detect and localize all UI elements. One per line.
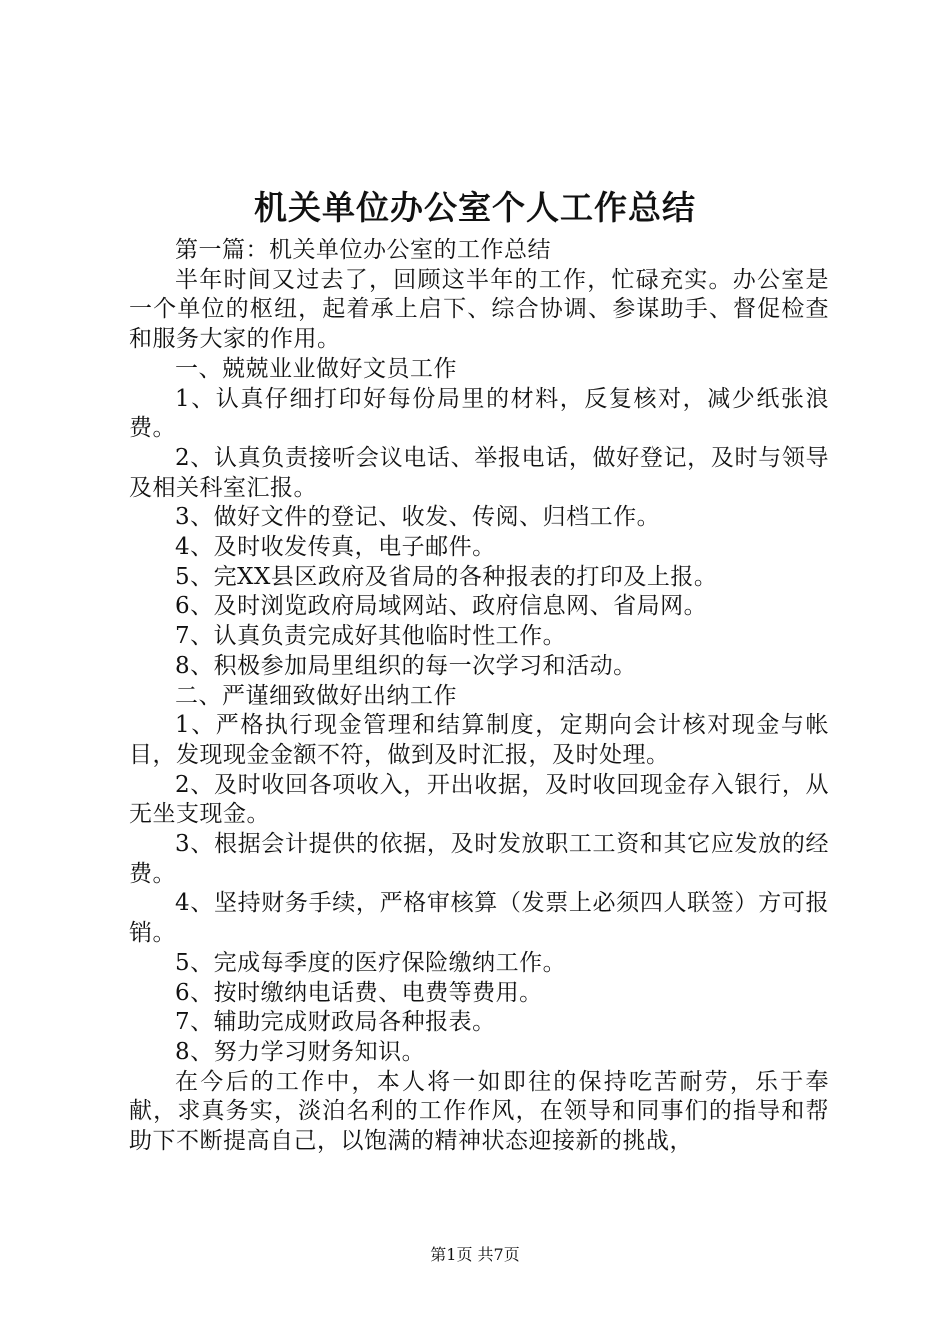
list-item: 6、及时浏览政府局域网站、政府信息网、省局网。 xyxy=(175,593,708,620)
list-item: 1、认真仔细打印好每份局里的材料，反复核对，减少纸张浪费。 xyxy=(129,385,829,442)
document-body xyxy=(129,236,829,1157)
list-item: 6、按时缴纳电话费、电费等费用。 xyxy=(175,979,543,1006)
list-item: 7、辅助完成财政局各种报表。 xyxy=(175,1009,496,1036)
list-item: 3、做好文件的登记、收发、传阅、归档工作。 xyxy=(175,504,661,531)
list-item: 8、努力学习财务知识。 xyxy=(175,1038,426,1065)
list-item: 7、认真负责完成好其他临时性工作。 xyxy=(175,623,567,650)
list-item: 5、完成每季度的医疗保险缴纳工作。 xyxy=(175,949,567,976)
list-item: 3、根据会计提供的依据，及时发放职工工资和其它应发放的经费。 xyxy=(129,831,829,887)
list-item: 2、认真负责接听会议电话、举报电话，做好登记，及时与领导及相关科室汇报。 xyxy=(129,444,829,501)
paragraph: 第一篇：机关单位办公室的工作总结 xyxy=(175,237,551,263)
list-item: 5、完XX县区政府及省局的各种报表的打印及上报。 xyxy=(175,563,718,590)
list-item: 8、积极参加局里组织的每一次学习和活动。 xyxy=(175,652,637,679)
section-heading: 一、兢兢业业做好文员工作 xyxy=(175,355,457,382)
list-item: 1、严格执行现金管理和结算制度，定期向会计核对现金与帐目，发现现金金额不符，做到及时汇报，及时处理。 xyxy=(129,712,829,768)
list-item: 4、及时收发传真，电子邮件。 xyxy=(175,534,496,561)
list-item: 2、及时收回各项收入，开出收据，及时收回现金存入银行，从无坐支现金。 xyxy=(129,771,829,828)
paragraph: 在今后的工作中，本人将一如即往的保持吃苦耐劳，乐于奉献，求真务实，淡泊名利的工作作风，在领导和同事们的指导和帮助下不断提高自己，以饱满的精神状态迎接新的挑战， xyxy=(129,1068,829,1155)
paragraph: 半年时间又过去了，回顾这半年的工作，忙碌充实。办公室是一个单位的枢纽，起着承上启下、综合协调、参谋助手、督促检查和服务大家的作用。 xyxy=(129,266,829,353)
document-title: 机关单位办公室个人工作总结 xyxy=(254,188,696,227)
page-number-footer: 第1页 共7页 xyxy=(430,1245,520,1264)
list-item: 4、坚持财务手续，严格审核算（发票上必须四人联签）方可报销。 xyxy=(129,890,829,947)
section-heading: 二、严谨细致做好出纳工作 xyxy=(175,682,457,709)
